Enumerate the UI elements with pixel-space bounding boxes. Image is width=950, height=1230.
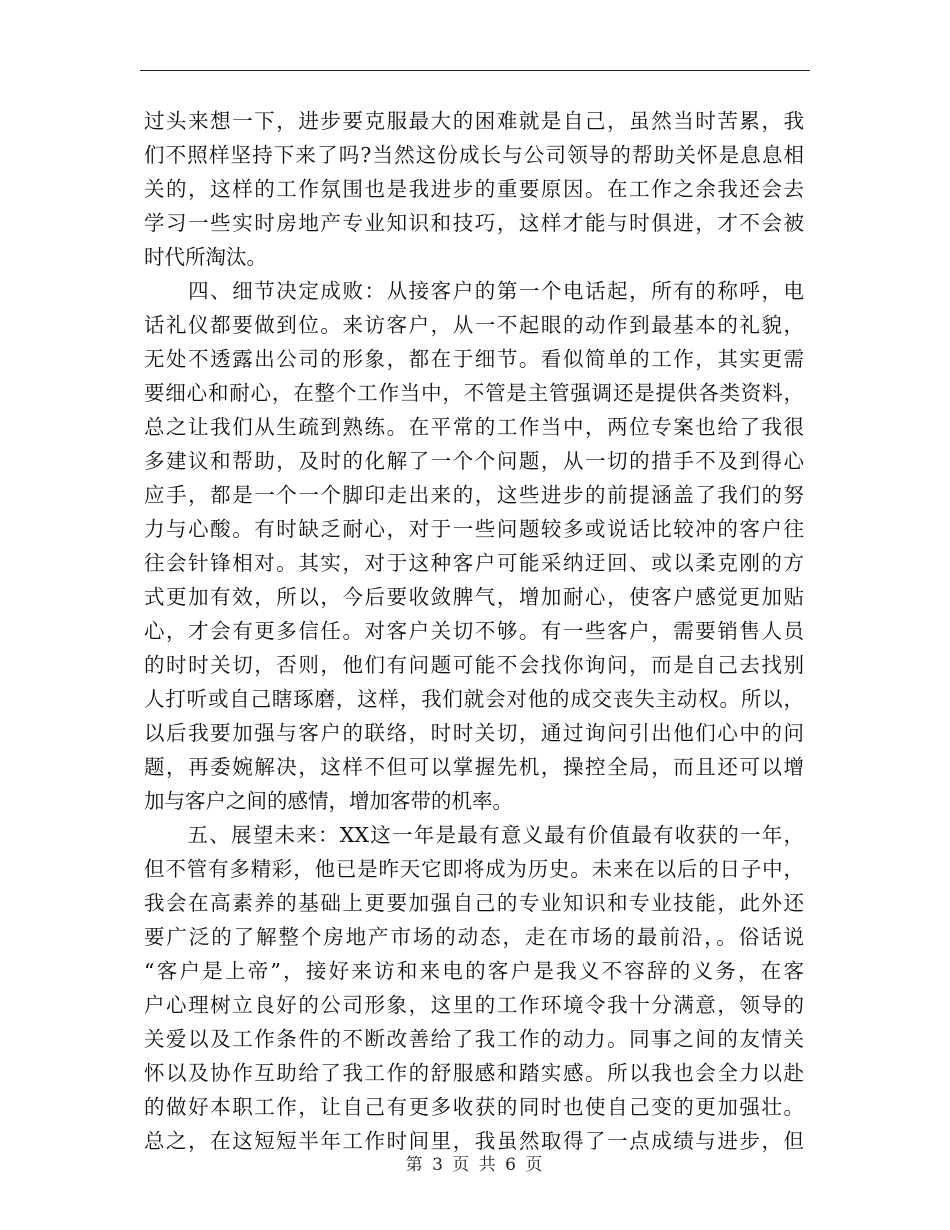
text-line: 学习一些实时房地产专业知识和技巧，这样才能与时俱进，才不会被 <box>144 211 804 235</box>
text-line: 要广泛的了解整个房地产市场的动态，走在市场的最前沿，。俗话说 <box>144 925 804 949</box>
text-line: 们不照样坚持下来了吗?当然这份成长与公司领导的帮助关怀是息息相 <box>144 143 804 167</box>
text-line: 怀以及协作互助给了我工作的舒服感和踏实感。所以我也会全力以赴 <box>144 1061 804 1085</box>
text-line: 心，才会有更多信任。对客户关切不够。有一些客户，需要销售人员 <box>144 619 804 643</box>
text-line: 人打听或自己瞎琢磨，这样，我们就会对他的成交丧失主动权。所以， <box>144 687 804 711</box>
text-line: 无处不透露出公司的形象，都在于细节。看似简单的工作，其实更需 <box>144 347 804 371</box>
text-line: 时代所淘汰。 <box>144 245 267 269</box>
text-line: 总之让我们从生疏到熟练。在平常的工作当中，两位专案也给了我很 <box>144 415 804 439</box>
text-line: 总之，在这短短半年工作时间里，我虽然取得了一点成绩与进步，但 <box>144 1129 804 1153</box>
text-line: 的做好本职工作，让自己有更多收获的同时也使自己变的更加强壮。 <box>144 1095 804 1119</box>
text-line: 五、展望未来：XX这一年是最有意义最有价值最有收获的一年， <box>144 823 804 847</box>
header-rule <box>140 70 810 71</box>
text-line: 关的，这样的工作氛围也是我进步的重要原因。在工作之余我还会去 <box>144 177 804 201</box>
text-line: 式更加有效，所以，今后要收敛脾气，增加耐心，使客户感觉更加贴 <box>144 585 804 609</box>
text-line: 题，再委婉解决，这样不但可以掌握先机，操控全局，而且还可以增 <box>144 755 804 779</box>
text-line: 四、细节决定成败：从接客户的第一个电话起，所有的称呼，电 <box>144 279 804 303</box>
text-line: 话礼仪都要做到位。来访客户，从一不起眼的动作到最基本的礼貌， <box>144 313 804 337</box>
text-line: 往会针锋相对。其实，对于这种客户可能采纳迂回、或以柔克刚的方 <box>144 551 804 575</box>
text-line: “客户是上帝”，接好来访和来电的客户是我义不容辞的义务，在客 <box>144 959 804 983</box>
text-line: 应手，都是一个一个脚印走出来的，这些进步的前提涵盖了我们的努 <box>144 483 804 507</box>
text-line: 的时时关切，否则，他们有问题可能不会找你询问，而是自己去找别 <box>144 653 804 677</box>
text-line: 力与心酸。有时缺乏耐心，对于一些问题较多或说话比较冲的客户往 <box>144 517 804 541</box>
text-line: 加与客户之间的感情，增加客带的机率。 <box>144 789 513 813</box>
text-line: 我会在高素养的基础上更要加强自己的专业知识和专业技能，此外还 <box>144 891 804 915</box>
text-line: 以后我要加强与客户的联络，时时关切，通过询问引出他们心中的问 <box>144 721 804 745</box>
document-body <box>144 104 804 1158</box>
text-line: 户心理树立良好的公司形象，这里的工作环境令我十分满意，领导的 <box>144 993 804 1017</box>
text-line: 要细心和耐心，在整个工作当中，不管是主管强调还是提供各类资料， <box>144 381 804 405</box>
page-number: 第 3 页 共 6 页 <box>405 1155 545 1175</box>
text-line: 关爱以及工作条件的不断改善给了我工作的动力。同事之间的友情关 <box>144 1027 804 1051</box>
text-line: 但不管有多精彩，他已是昨天它即将成为历史。未来在以后的日子中， <box>144 857 804 881</box>
text-line: 过头来想一下，进步要克服最大的困难就是自己，虽然当时苦累，我 <box>144 109 804 133</box>
text-line: 多建议和帮助，及时的化解了一个个问题，从一切的措手不及到得心 <box>144 449 804 473</box>
